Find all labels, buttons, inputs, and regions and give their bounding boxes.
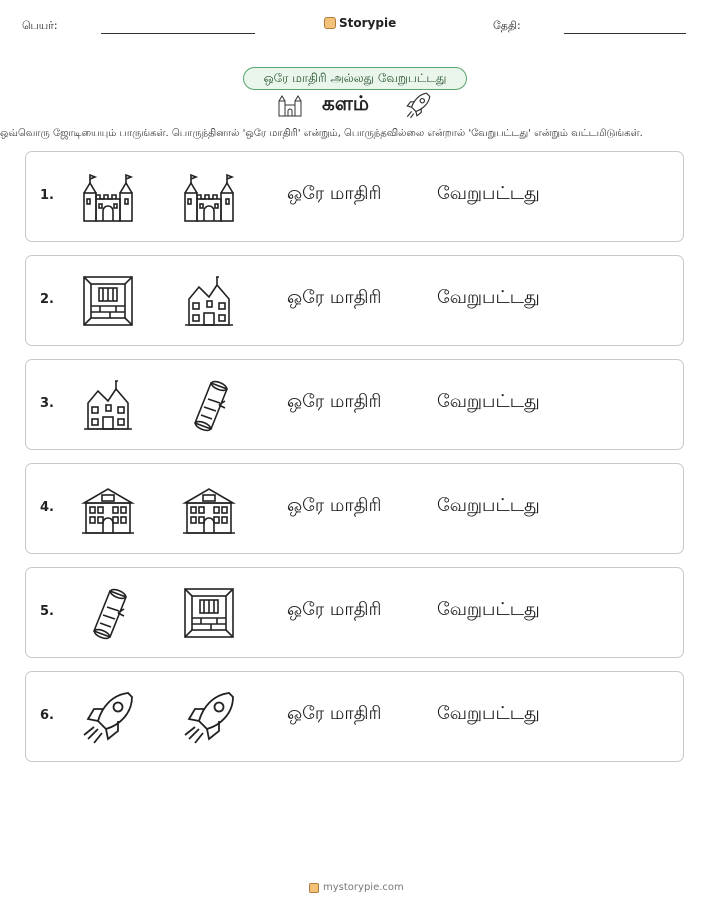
scroll-icon bbox=[80, 585, 136, 641]
question-row-2 bbox=[25, 255, 684, 346]
option-same[interactable]: ஒரே மாதிரி bbox=[287, 703, 382, 724]
question-row-5 bbox=[25, 567, 684, 658]
school-building-icon bbox=[80, 481, 136, 537]
footer-url[interactable]: mystorypie.com bbox=[323, 882, 404, 893]
name-label: பெயர்: bbox=[22, 19, 58, 32]
date-label: தேதி: bbox=[493, 19, 521, 32]
question-number: 1. bbox=[40, 188, 54, 203]
question-row-3 bbox=[25, 359, 684, 450]
worksheet-title: களம் bbox=[322, 91, 369, 115]
option-same[interactable]: ஒரே மாதிரி bbox=[287, 495, 382, 516]
brand-name: Storypie bbox=[339, 16, 397, 30]
footer bbox=[309, 882, 404, 893]
question-row-4 bbox=[25, 463, 684, 554]
school-building-icon bbox=[181, 481, 237, 537]
title-castle-icon bbox=[276, 90, 304, 118]
question-number: 5. bbox=[40, 604, 54, 619]
rocket-icon bbox=[80, 689, 136, 745]
storypie-logo-icon bbox=[309, 883, 319, 893]
brand-logo bbox=[324, 16, 396, 30]
haunted-house-icon bbox=[80, 377, 136, 433]
option-same[interactable]: ஒரே மாதிரி bbox=[287, 599, 382, 620]
title-rocket-icon bbox=[402, 90, 434, 120]
question-number: 2. bbox=[40, 292, 54, 307]
option-same[interactable]: ஒரே மாதிரி bbox=[287, 287, 382, 308]
rocket-icon bbox=[181, 689, 237, 745]
question-row-6 bbox=[25, 671, 684, 762]
option-different[interactable]: வேறுபட்டது bbox=[437, 703, 540, 724]
prison-icon bbox=[80, 273, 136, 329]
option-different[interactable]: வேறுபட்டது bbox=[437, 391, 540, 412]
option-same[interactable]: ஒரே மாதிரி bbox=[287, 183, 382, 204]
question-number: 4. bbox=[40, 500, 54, 515]
prison-icon bbox=[181, 585, 237, 641]
haunted-house-icon bbox=[181, 273, 237, 329]
option-different[interactable]: வேறுபட்டது bbox=[437, 599, 540, 620]
castle-icon bbox=[80, 169, 136, 225]
date-line[interactable] bbox=[564, 33, 686, 34]
question-row-1 bbox=[25, 151, 684, 242]
option-different[interactable]: வேறுபட்டது bbox=[437, 183, 540, 204]
storypie-logo-icon bbox=[324, 17, 336, 29]
option-different[interactable]: வேறுபட்டது bbox=[437, 495, 540, 516]
instruction-text: ஒவ்வொரு ஜோடியையும் பாருங்கள். பொருந்தினால் 'ஒரே மாதிரி' என்றும், பொருந்தவில்லை என்றால் 'வேறுபட்டது' என்றும் வட்டமிடுங்கள். bbox=[0, 128, 643, 139]
question-number: 6. bbox=[40, 708, 54, 723]
question-number: 3. bbox=[40, 396, 54, 411]
topic-pill: ஒரே மாதிரி அல்லது வேறுபட்டது bbox=[243, 67, 467, 90]
castle-icon bbox=[181, 169, 237, 225]
option-different[interactable]: வேறுபட்டது bbox=[437, 287, 540, 308]
option-same[interactable]: ஒரே மாதிரி bbox=[287, 391, 382, 412]
name-line[interactable] bbox=[101, 33, 255, 34]
scroll-icon bbox=[181, 377, 237, 433]
